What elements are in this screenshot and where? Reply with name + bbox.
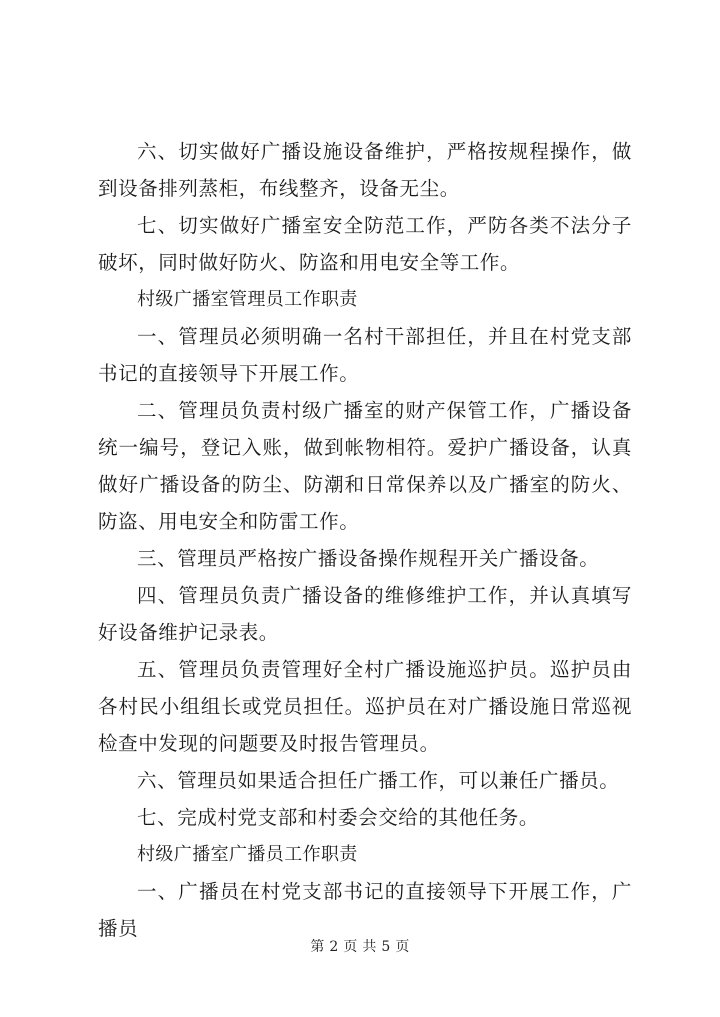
paragraph-admin-five: 五、管理员负责管理好全村广播设施巡护员。巡护员由各村民小组组长或党员担任。巡护员在对广播设施日常巡视检查中发现的问题要及时报告管理员。 <box>98 658 632 755</box>
paragraph-admin-three: 三、管理员严格按广播设备操作规程开关广播设备。 <box>137 547 600 570</box>
paragraph-seven-security: 七、切实做好广播室安全防范工作，严防各类不法分子破坏，同时做好防火、防盗和用电安全等工作。 <box>98 214 632 274</box>
section-heading-broadcaster-duties: 村级广播室广播员工作职责 <box>137 844 358 865</box>
paragraph-admin-six: 六、管理员如果适合担任广播工作，可以兼任广播员。 <box>137 769 620 792</box>
paragraph-six-equipment-maintenance: 六、切实做好广播设施设备维护，严格按规程操作，做到设备排列蒸柜，布线整齐，设备无尘。 <box>98 140 632 200</box>
paragraph-broadcaster-one: 一、广播员在村党支部书记的直接领导下开展工作，广播员 <box>98 880 632 940</box>
paragraph-admin-four: 四、管理员负责广播设备的维修维护工作，并认真填写好设备维护记录表。 <box>98 584 632 644</box>
section-heading-administrator-duties: 村级广播室管理员工作职责 <box>137 289 358 310</box>
document-body <box>98 133 632 947</box>
paragraph-admin-seven: 七、完成村党支部和村委会交给的其他任务。 <box>137 806 540 829</box>
page-number-footer: 第 2 页 共 5 页 <box>310 939 410 955</box>
paragraph-admin-one: 一、管理员必须明确一名村干部担任，并且在村党支部书记的直接领导下开展工作。 <box>98 325 632 385</box>
paragraph-admin-two: 二、管理员负责村级广播室的财产保管工作，广播设备统一编号，登记入账，做到帐物相符。爱护广播设备，认真做好广播设备的防尘、防潮和日常保养以及广播室的防火、防盗、用电安全和防雷工作。 <box>98 399 632 533</box>
